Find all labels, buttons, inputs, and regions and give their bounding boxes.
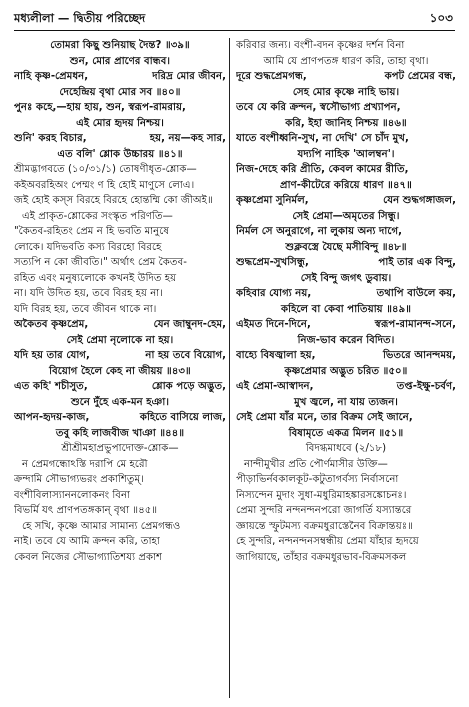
text-line bbox=[14, 317, 226, 333]
text-line: তোমরা কিছু শুনিয়াছ দৈন্ত? ॥৩৯॥ bbox=[50, 40, 190, 51]
verse-half-first: দূরে শুদ্ধপ্রেমগন্ধ, bbox=[236, 71, 307, 82]
text-line: নির্মল সে অনুরাগে, না লুকায় অন্য দাগে, bbox=[236, 226, 403, 237]
text-line bbox=[236, 193, 456, 209]
text-line bbox=[14, 131, 226, 147]
verse-half-first: কৃষ্ণপ্রেমা সুনির্মল, bbox=[236, 195, 309, 206]
text-line: হে সুন্দরি, নন্দনন্দনসম্বন্ধীয় প্রেমা যাঁহার হৃদয়ে bbox=[236, 536, 419, 547]
text-line bbox=[236, 286, 456, 302]
text-line bbox=[14, 348, 226, 364]
verse-half-second: হয়, নয়—কহ সার, bbox=[149, 133, 226, 144]
verse-half-second: কহিতে বাসিয়ে লাজ, bbox=[139, 412, 226, 423]
verse-half-first: এত কহি' শচীসুত, bbox=[14, 381, 88, 392]
text-line: সত্যপি ন কো জীবতি।" অর্থাৎ প্রেম কৈতব- bbox=[14, 257, 187, 268]
text-line: যদি বিরহ হয়, তবে জীবন থাকে না। bbox=[14, 303, 157, 315]
page-number: ১০৩ bbox=[429, 11, 453, 25]
text-line: সেই বিন্দু জগৎ ডুবায়। bbox=[300, 272, 392, 284]
page-header bbox=[14, 8, 455, 30]
verse-half-second: কপট প্রেমের বন্ধ, bbox=[384, 71, 456, 82]
text-line: "কৈতব-রহিতং প্রেম ন হি ভবতি মানুষে bbox=[14, 226, 169, 237]
text-line: শুক্লবস্ত্রে যৈছে মসীবিন্দু ॥৪৮॥ bbox=[285, 241, 407, 253]
text-line: যাতে বংশীধ্বনি-সুখ, না দেখি' সে চাঁদ মুখ, bbox=[236, 133, 409, 144]
text-line: শ্রীমদ্ভাগবতে (১০/৩১/১) তোষণীধৃত-শ্লোক— bbox=[14, 164, 197, 175]
text-line bbox=[236, 379, 456, 395]
verse-half-first: নাহি কৃষ্ণ-প্রেমধন, bbox=[14, 71, 89, 82]
text-line: হে সখি, কৃষ্ণে আমার সামান্য প্রেমগন্ধও bbox=[22, 520, 181, 532]
text-line: নান্দীমুখীর প্রতি পৌর্ণমাসীর উক্তি— bbox=[244, 458, 388, 470]
running-title: মধ্যলীলা — দ্বিতীয় পরিচ্ছেদ bbox=[14, 11, 146, 25]
left-column bbox=[14, 38, 226, 565]
text-line: বিভর্মি যৎ প্রাণপতঙ্গকান্ বৃথা ॥৪৫॥ bbox=[14, 505, 158, 516]
text-line: এই মোর হৃদয় নিশ্চয়। bbox=[76, 117, 164, 129]
text-line: কহিলে বা কেবা পাতিয়ায় ॥৪৯॥ bbox=[281, 303, 411, 315]
verse-half-second: তপ্ত-ইক্ষু-চর্বণ, bbox=[396, 381, 456, 392]
text-line: পীড়াভির্নবকালকূট-কটুতাগর্বস্য নির্বাসনো bbox=[236, 474, 399, 485]
verse-half-first: আপন-হৃদয়-কাজ, bbox=[14, 412, 90, 423]
text-line: বিয়োগ হৈলে কেহ না জীয়য় ॥৪৩॥ bbox=[49, 365, 191, 377]
column-divider bbox=[229, 38, 230, 698]
text-line: প্রেমা সুন্দরি নন্দনন্দনপরো জাগর্তি যস্যান্তরে bbox=[236, 505, 412, 516]
text-line: কেবল নিজের সৌভাগ্যাতিশয্য প্রকাশ bbox=[14, 551, 163, 563]
verse-half-first: অকৈতব কৃষ্ণপ্রেম, bbox=[14, 319, 89, 330]
text-line: ন প্রেমগন্ধোঽস্তি দরাপি মে হরৌ bbox=[22, 458, 148, 470]
verse-half-second: যেন শুদ্ধগঙ্গাজল, bbox=[383, 195, 456, 206]
verse-half-second: যেন জাম্বুনদ-হেম, bbox=[153, 319, 226, 330]
verse-half-second: না হয় তবে বিয়োগ, bbox=[145, 350, 226, 361]
verse-half-second: তথাপি বাউলে কয়, bbox=[376, 288, 456, 299]
text-line: বিদগ্ধমাধবে (২/১৮) bbox=[305, 443, 387, 454]
text-line: বিষামৃতে একত্র মিলন ॥৫১॥ bbox=[288, 427, 404, 439]
text-line: ক্রন্দামি সৌভাগ্যভরং প্রকাশিতুম্। bbox=[14, 474, 144, 485]
right-column bbox=[236, 38, 456, 565]
verse-half-first: কহিবার যোগ্য নয়, bbox=[236, 288, 312, 299]
text-line: এত বলি' শ্লোক উচ্চারয় ॥৪১॥ bbox=[57, 148, 183, 160]
text-line: শুন, মোর প্রাণের বান্ধব। bbox=[69, 55, 171, 67]
text-line: জ্ঞায়ন্তে স্ফুটমস্য বক্রমধুরাস্তেনৈব বিক্রান্তয়ঃ॥ bbox=[236, 520, 413, 532]
text-line: নাই। তবে যে আমি ক্রন্দন করি, তাহা bbox=[14, 536, 160, 547]
text-line bbox=[236, 317, 456, 333]
text-line: লোকে। যদিভবতি কস্য বিরহো বিরহে bbox=[14, 241, 162, 253]
verse-half-second: পাই তার এক বিন্দু, bbox=[378, 257, 456, 268]
text-line: তবু কহি লাজবীজ খাঞা ॥৪৪॥ bbox=[55, 427, 185, 439]
text-line: রহিত এবং মনুষ্যলোকে কখনই উদিত হয় bbox=[14, 272, 177, 284]
verse-half-second: শ্লোক পড়ে অদ্ভুত, bbox=[151, 381, 226, 392]
text-line bbox=[236, 255, 456, 271]
text-line: না। যদি উদিত হয়, তবে বিরহ হয় না। bbox=[14, 288, 163, 299]
text-line: সেই প্রেমা নৃলোকে না হয়। bbox=[66, 334, 174, 346]
text-line bbox=[14, 69, 226, 85]
text-line: যদ্যপি নাহিক 'আলম্বন'। bbox=[297, 148, 395, 160]
text-line: মুখ জ্বলে, না যায় ত্যজন। bbox=[294, 396, 398, 408]
text-line: শুনে দুঁহে এক-মন হঞা। bbox=[71, 396, 169, 408]
text-line: নিস্যন্দেন মুদাং সুধা-মধুরিমাহঙ্কারসঙ্কোচনঃ। bbox=[236, 489, 407, 501]
text-line: এই প্রাকৃত-শ্লোকের সংস্কৃত পরিণতি— bbox=[22, 210, 173, 222]
verse-half-first: এইমত দিনে-দিনে, bbox=[236, 319, 311, 330]
verse-half-second: ভিতরে আনন্দময়, bbox=[382, 350, 456, 361]
text-line bbox=[14, 410, 226, 426]
text-line: সেহ মোর কৃষ্ণে নাহি ভায়। bbox=[292, 86, 400, 98]
text-line: তবে যে করি ক্রন্দন, স্বসৌভাগ্য প্রখ্যাপন, bbox=[236, 102, 401, 113]
text-line: কইঅবরহিঅং পেম্মং ণ হি হোই মাণুসে লোএ। bbox=[14, 179, 195, 191]
text-line: প্রাণ-কীটেরে করিয়ে ধারণ ॥৪৭॥ bbox=[280, 179, 412, 191]
text-line: জাগিয়াছে, তাঁহার বক্রমধুরভাব-বিক্রমসকল bbox=[236, 551, 407, 563]
text-line: জই হোই কস্স বিরহে বিরহে হোন্তম্মি কো জীঅই॥ bbox=[14, 195, 213, 206]
text-line bbox=[14, 379, 226, 395]
text-line: নিজ-দেহে করি প্রীতি, কেবল কামের রীতি, bbox=[236, 164, 409, 175]
text-line: সেই প্রেমা যাঁর মনে, তার বিক্রম সেই জানে, bbox=[236, 412, 413, 423]
text-line: দেহেন্দ্রিয় বৃথা মোর সব ॥৪০॥ bbox=[59, 86, 181, 98]
verse-half-first: শুনি' করহ বিচার, bbox=[14, 133, 87, 144]
text-line: শ্রীশ্রীমহাপ্রভুপাদোক্ত-শ্লোক— bbox=[61, 443, 179, 454]
text-line: বংশীবিলাস্যাননলোকনং বিনা bbox=[14, 489, 131, 501]
text-line: করিবার জন্য। বংশী-বদন কৃষ্ণের দর্শন বিনা bbox=[236, 40, 405, 51]
text-line bbox=[236, 69, 456, 85]
text-line: নিজ-ভাব করেন বিদিত। bbox=[297, 334, 395, 346]
verse-half-second: স্বরূপ-রামানন্দ-সনে, bbox=[374, 319, 456, 330]
text-line bbox=[236, 348, 456, 364]
text-line: করি, ইহা জানিহ নিশ্চয় ॥৪৬॥ bbox=[285, 117, 407, 129]
verse-half-first: শুদ্ধপ্রেম-সুখসিন্ধু, bbox=[236, 257, 309, 268]
verse-half-first: বাহ্যে বিষজ্বালা হয়, bbox=[236, 350, 316, 361]
text-line: সেই প্রেমা—অমৃতের সিন্ধু। bbox=[292, 210, 400, 222]
verse-half-first: যদি হয় তার যোগ, bbox=[14, 350, 90, 361]
verse-half-second: দরিদ্র মোর জীবন, bbox=[152, 71, 226, 82]
verse-half-first: এই প্রেমা-আস্বাদন, bbox=[236, 381, 314, 392]
text-line: কৃষ্ণপ্রেমার অদ্ভুত চরিত ॥৫০॥ bbox=[284, 365, 408, 377]
header-rule bbox=[14, 30, 455, 31]
text-line: পুনঃ কহে,—হায় হায়, শুন, স্বরূপ-রামরায়, bbox=[14, 102, 186, 113]
text-line: আমি যে প্রাণপতঙ্গ ধারণ করি, তাহা বৃথা। bbox=[263, 55, 429, 67]
